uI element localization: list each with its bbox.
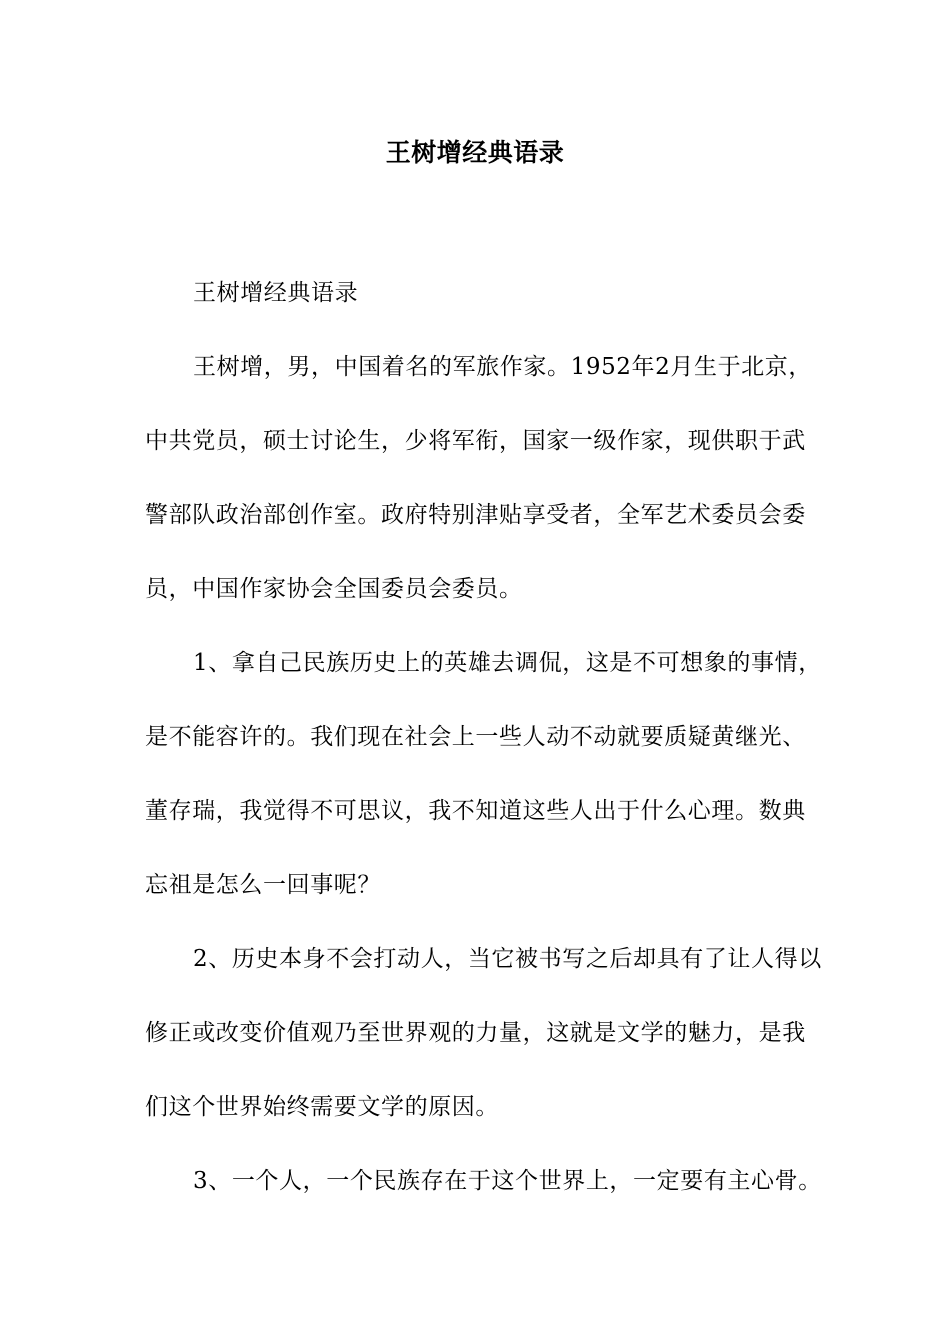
document-title: 王树增经典语录 [385,138,565,167]
document-body [145,256,825,1218]
paragraph-quote-1: 1、拿自己民族历史上的英雄去调侃，这是不可想象的事情，是不能容许的。我们现在社会上一些人动不动就要质疑黄继光、董存瑞，我觉得不可思议，我不知道这些人出于什么心理。数典忘祖是怎么一回事呢？ [145,650,822,898]
paragraph-bio: 王树增，男，中国着名的军旅作家。1952年2月生于北京，中共党员，硕士讨论生，少将军衔，国家一级作家，现供职于武警部队政治部创作室。政府特别津贴享受者，全军艺术委员会委员，中国作家协会全国委员会委员。 [145,354,812,602]
paragraph-quote-2: 2、历史本身不会打动人，当它被书写之后却具有了让人得以修正或改变价值观乃至世界观的力量，这就是文学的魅力，是我们这个世界始终需要文学的原因。 [145,946,822,1120]
paragraph-heading: 王树增经典语录 [193,280,359,306]
paragraph-quote-3: 3、一个人，一个民族存在于这个世界上，一定要有主心骨。 [193,1168,822,1194]
